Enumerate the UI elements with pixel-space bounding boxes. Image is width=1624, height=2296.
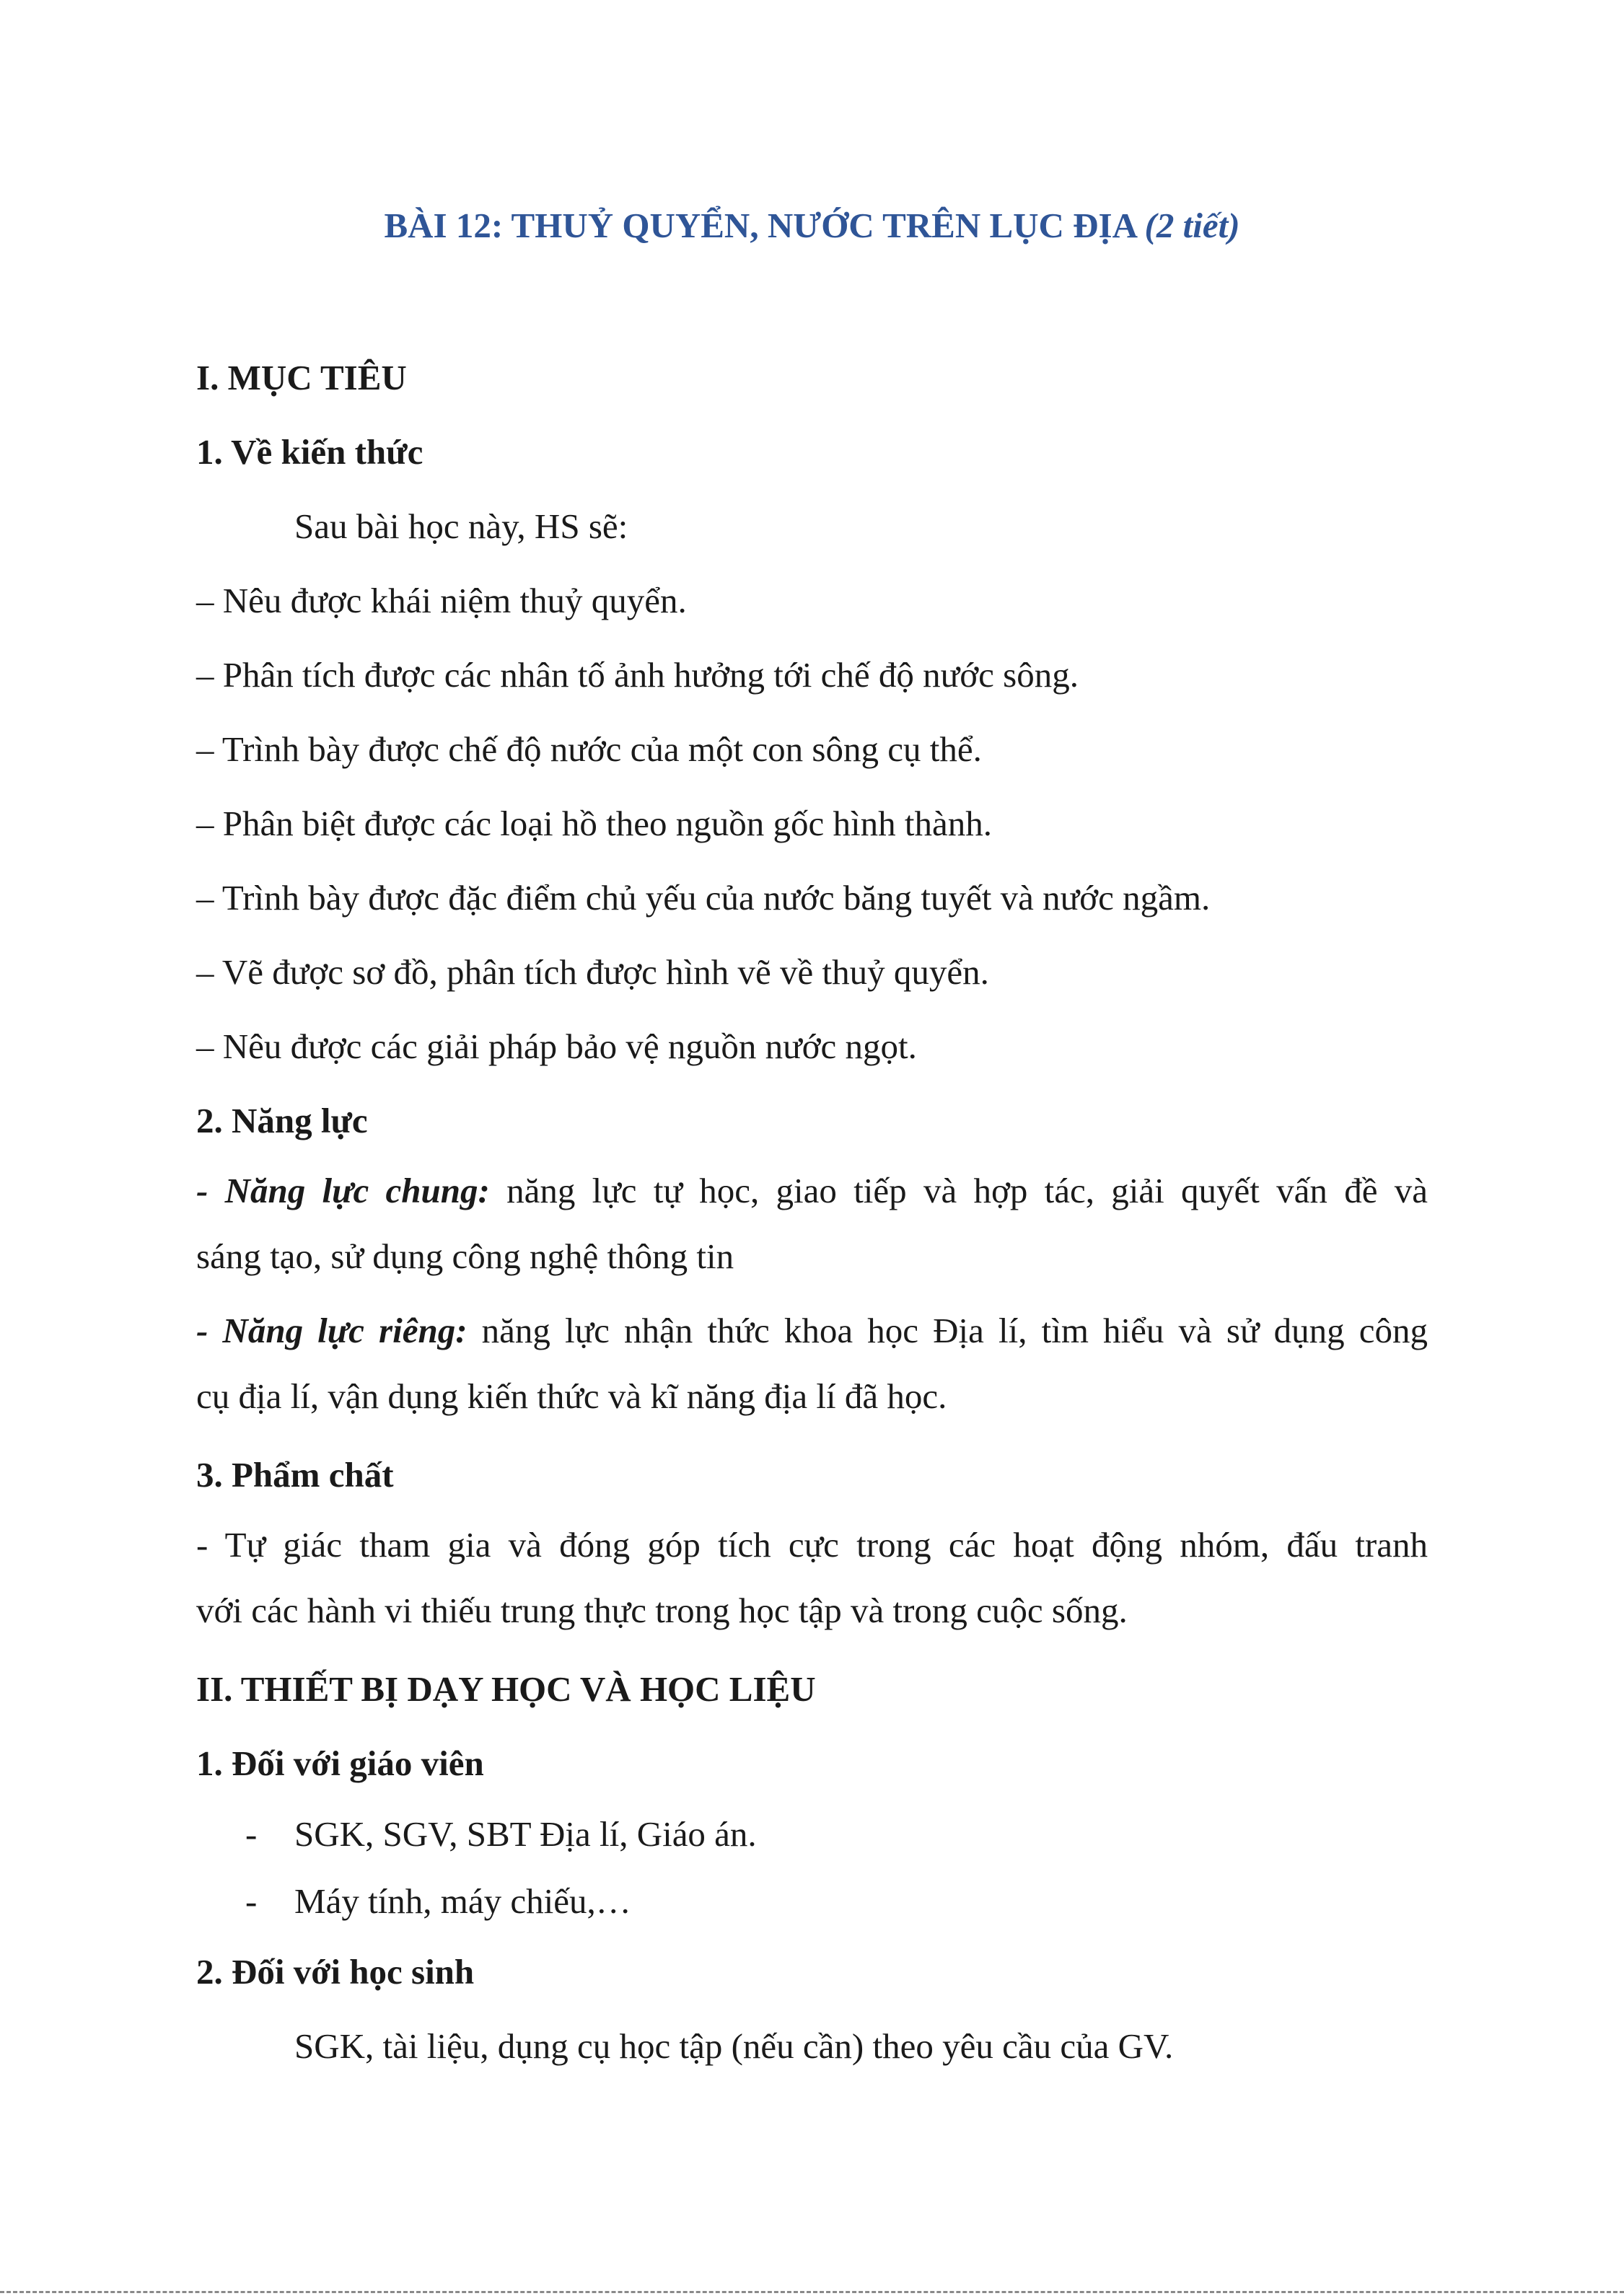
general-competence-label: - Năng lực chung: — [196, 1171, 490, 1210]
general-competence-text-1: năng lực tự học, giao tiếp và hợp tác, giải quyết vấn đề và — [489, 1171, 1428, 1210]
knowledge-item: – Phân tích được các nhân tố ảnh hưởng tới chế độ nước sông. — [196, 655, 1079, 695]
subheading-knowledge: 1. Về kiến thức — [196, 432, 423, 472]
document-body — [196, 340, 1428, 2083]
knowledge-item: – Phân biệt được các loại hồ theo nguồn gốc hình thành. — [196, 804, 993, 843]
subheading-teacher: 1. Đối với giáo viên — [196, 1743, 484, 1783]
specific-competence-label: - Năng lực riêng: — [196, 1311, 468, 1350]
knowledge-item: – Nêu được các giải pháp bảo vệ nguồn nước ngọt. — [196, 1026, 917, 1066]
quality-paragraph — [196, 1512, 1428, 1643]
lesson-title-main: BÀI 12: THUỶ QUYỂN, NƯỚC TRÊN LỤC ĐỊA — [384, 206, 1145, 245]
lesson-title-periods: (2 tiết) — [1144, 206, 1240, 245]
bullet-dash: - — [245, 1881, 258, 1921]
teacher-list-item — [196, 1868, 1428, 1935]
section-heading-objectives: I. MỤC TIÊU — [196, 358, 407, 397]
teacher-item-text: SGK, SGV, SBT Địa lí, Giáo án. — [294, 1814, 757, 1854]
knowledge-item: – Trình bày được đặc điểm chủ yếu của nước băng tuyết và nước ngầm. — [196, 878, 1211, 918]
section-heading-equipment: II. THIẾT BỊ DẠY HỌC VÀ HỌC LIỆU — [196, 1669, 816, 1709]
general-competence-line-1 — [196, 1158, 1428, 1223]
specific-competence-line-1 — [196, 1298, 1428, 1363]
knowledge-intro: Sau bài học này, HS sẽ: — [294, 506, 628, 546]
knowledge-item: – Trình bày được chế độ nước của một con sông cụ thể. — [196, 729, 982, 769]
page-bottom-divider — [0, 2291, 1624, 2293]
knowledge-item: – Nêu được khái niệm thuỷ quyển. — [196, 581, 687, 620]
subheading-quality: 3. Phẩm chất — [196, 1455, 394, 1495]
teacher-list-item — [196, 1800, 1428, 1868]
specific-competence-text-2: cụ địa lí, vận dụng kiến thức và kĩ năng địa lí đã học. — [196, 1376, 947, 1416]
subheading-student: 2. Đối với học sinh — [196, 1952, 475, 1992]
student-materials-text: SGK, tài liệu, dụng cụ học tập (nếu cần) theo yêu cầu của GV. — [294, 2026, 1174, 2066]
general-competence-paragraph — [196, 1158, 1428, 1289]
quality-line-2: với các hành vi thiếu trung thực trong học tập và trong cuộc sống. — [196, 1591, 1128, 1630]
quality-line-1: - Tự giác tham gia và đóng góp tích cực trong các hoạt động nhóm, đấu tranh — [196, 1525, 1428, 1565]
knowledge-item: – Vẽ được sơ đồ, phân tích được hình vẽ về thuỷ quyển. — [196, 952, 989, 992]
general-competence-text-2: sáng tạo, sử dụng công nghệ thông tin — [196, 1236, 734, 1276]
bullet-dash: - — [245, 1814, 258, 1854]
lesson-title — [0, 199, 1624, 252]
subheading-competence: 2. Năng lực — [196, 1101, 368, 1140]
specific-competence-text-1: năng lực nhận thức khoa học Địa lí, tìm hiểu và sử dụng công — [467, 1311, 1428, 1350]
specific-competence-paragraph — [196, 1298, 1428, 1429]
teacher-item-text: Máy tính, máy chiếu,… — [294, 1881, 631, 1921]
